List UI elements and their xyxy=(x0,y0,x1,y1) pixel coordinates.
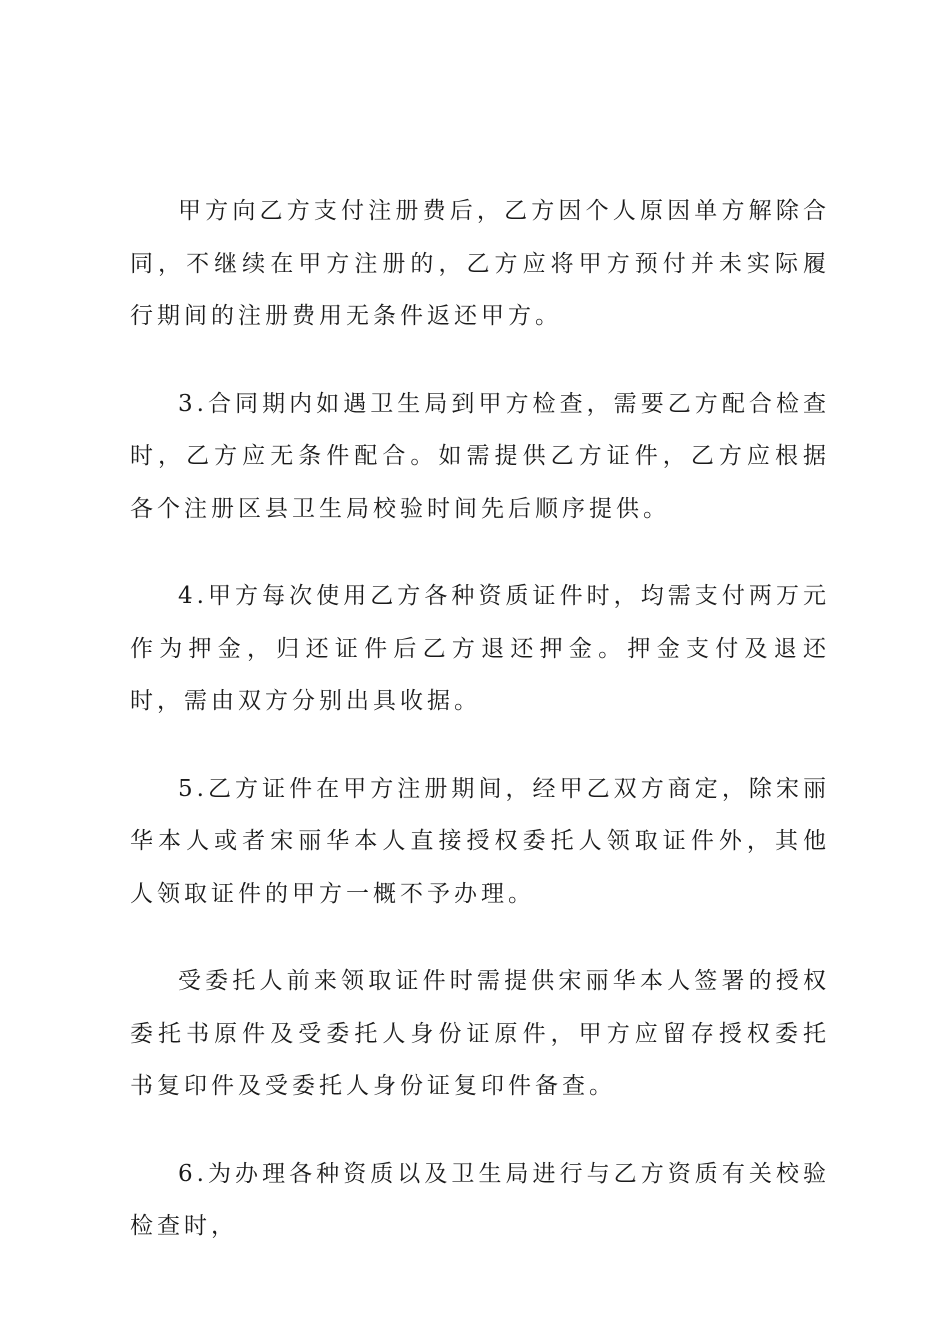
paragraph-clause-4: 4.甲方每次使用乙方各种资质证件时，均需支付两万元作为押金，归还证件后乙方退还押金。押金支付及退还时，需由双方分别出具收据。 xyxy=(130,583,830,714)
paragraph-clause-5: 5.乙方证件在甲方注册期间，经甲乙双方商定，除宋丽华本人或者宋丽华本人直接授权委托人领取证件外，其他人领取证件的甲方一概不予办理。 xyxy=(130,775,830,907)
paragraph-clause-6: 6.为办理各种资质以及卫生局进行与乙方资质有关校验检查时， xyxy=(130,1160,830,1239)
paragraph-refund-registration-fee: 甲方向乙方支付注册费后，乙方因个人原因单方解除合同，不继续在甲方注册的，乙方应将甲方预付并未实际履行期间的注册费用无条件返还甲方。 xyxy=(130,198,830,329)
paragraph-clause-3: 3.合同期内如遇卫生局到甲方检查，需要乙方配合检查时，乙方应无条件配合。如需提供乙方证件，乙方应根据各个注册区县卫生局校验时间先后顺序提供。 xyxy=(130,390,830,522)
document-body xyxy=(130,185,830,1288)
paragraph-proxy-requirements: 受委托人前来领取证件时需提供宋丽华本人签署的授权委托书原件及受委托人身份证原件，甲方应留存授权委托书复印件及受委托人身份证复印件备查。 xyxy=(130,968,830,1099)
